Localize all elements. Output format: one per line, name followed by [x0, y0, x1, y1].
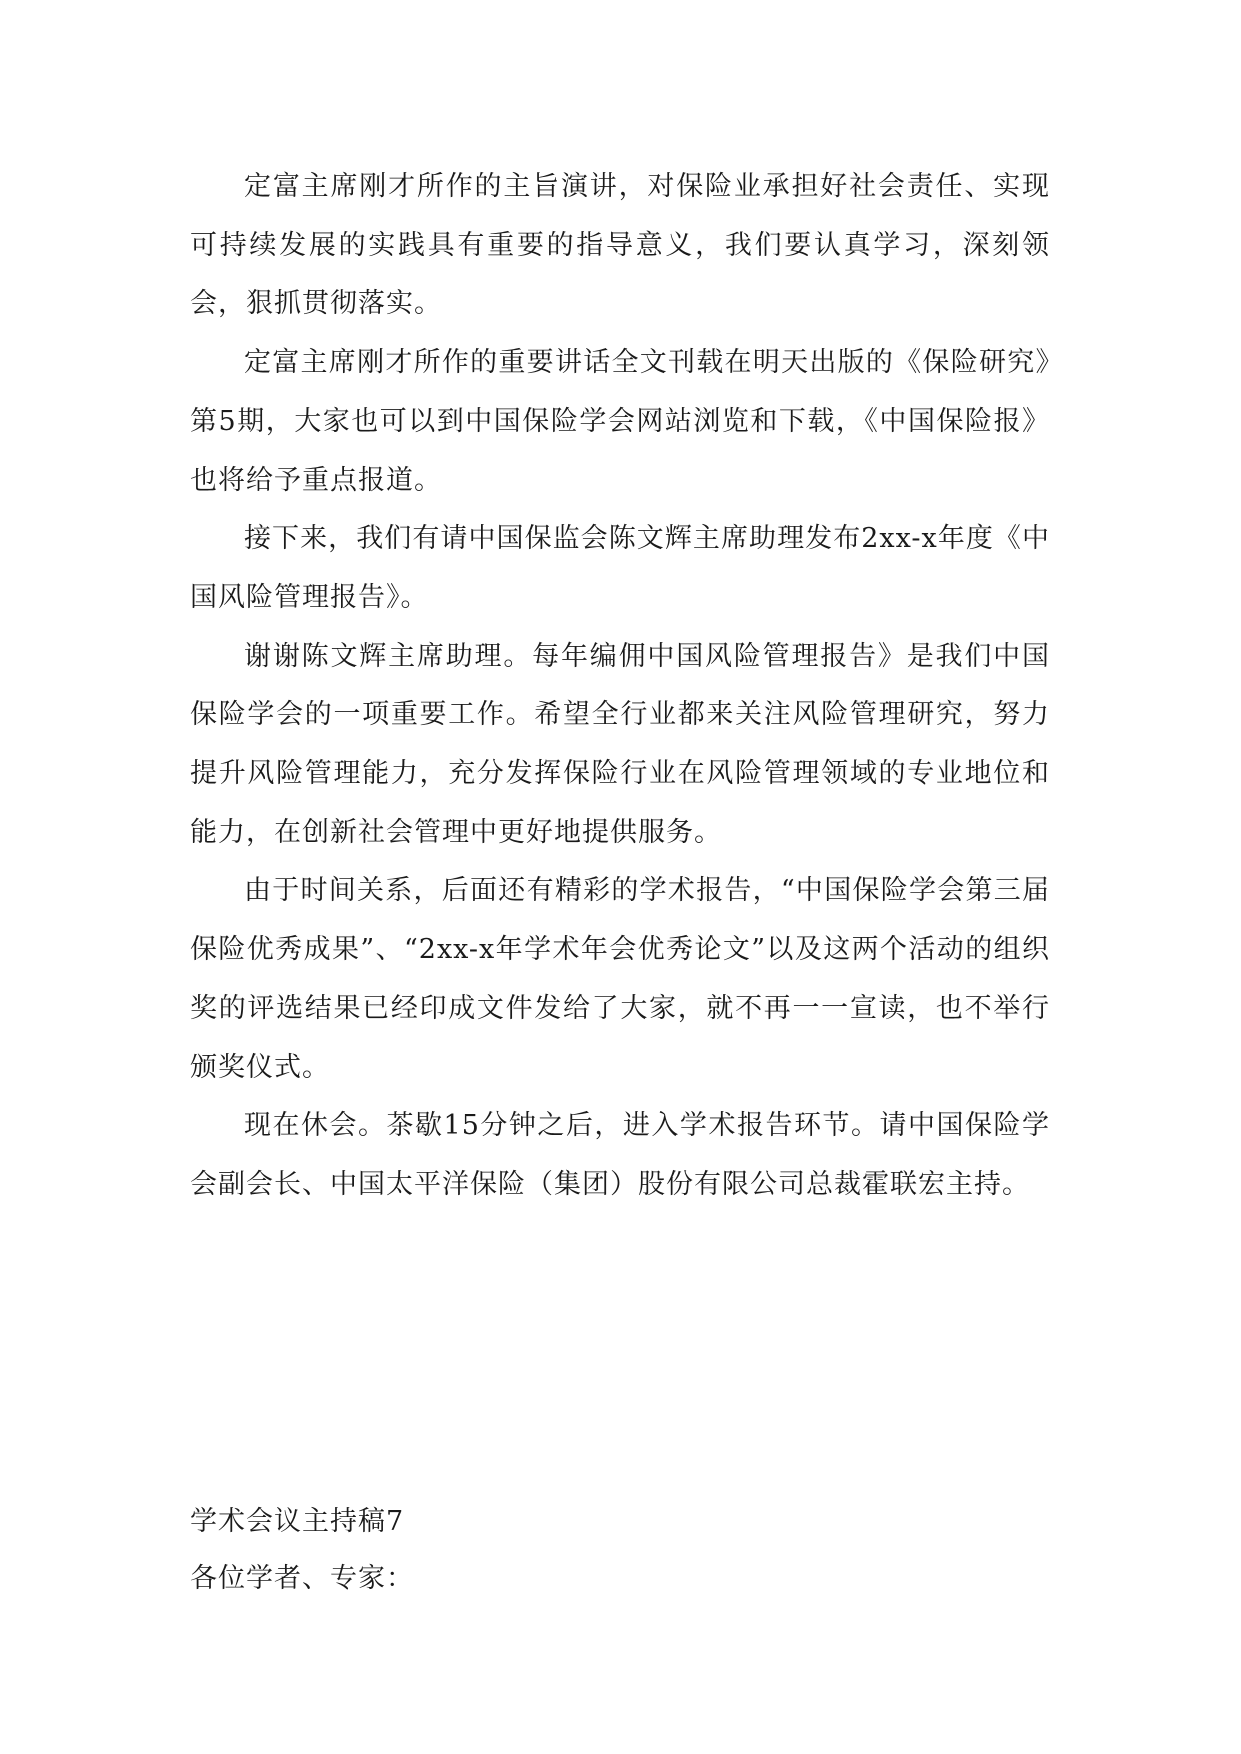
document-body: [190, 158, 1050, 1215]
section-title: 学术会议主持稿7: [190, 1506, 405, 1537]
salutation: 各位学者、专家：: [190, 1563, 414, 1594]
paragraph-awards: 由于时间关系，后面还有精彩的学术报告，“中国保险学会第三届保险优秀成果”、“2xx-x年学术年会优秀论文”以及这两个活动的组织奖的评选结果已经印成文件发给了大家，就不再一一宣读，也不举行颁奖仪式。: [190, 875, 1050, 1083]
paragraph-report-release: 接下来，我们有请中国保监会陈文辉主席助理发布2xx-x年度《中国风险管理报告》。: [190, 523, 1050, 613]
paragraph-speech-guidance: 定富主席刚才所作的主旨演讲，对保险业承担好社会责任、实现可持续发展的实践具有重要的指导意义，我们要认真学习，深刻领会，狠抓贯彻落实。: [190, 171, 1050, 320]
paragraph-publication-notice: 定富主席刚才所作的重要讲话全文刊载在明天出版的《保险研究》第5期，大家也可以到中国保险学会网站浏览和下载，《中国保险报》也将给予重点报道。: [190, 347, 1050, 496]
paragraph-thanks: 谢谢陈文辉主席助理。每年编佣中国风险管理报告》是我们中国保险学会的一项重要工作。希望全行业都来关注风险管理研究，努力提升风险管理能力，充分发挥保险行业在风险管理领域的专业地位和能力，在创新社会管理中更好地提供服务。: [190, 640, 1050, 848]
paragraph-recess: 现在休会。茶歇15分钟之后，进入学术报告环节。请中国保险学会副会长、中国太平洋保险（集团）股份有限公司总裁霍联宏主持。: [190, 1110, 1050, 1200]
